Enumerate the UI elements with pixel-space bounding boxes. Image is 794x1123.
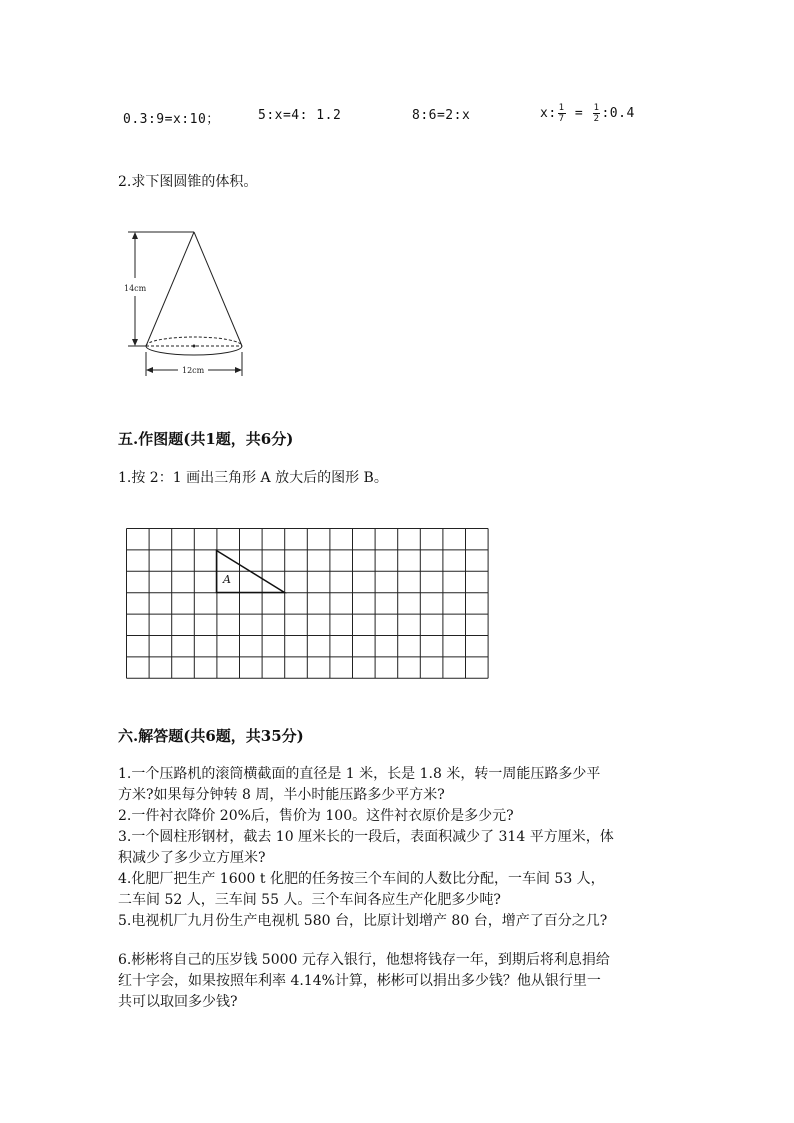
equation-3: 8:6=2:x: [412, 108, 471, 123]
arrowhead-up: [132, 232, 138, 239]
cone-right-side: [194, 232, 242, 346]
question-line: 方米?如果每分钟转 8 周，半小时能压路多少平方米?: [118, 787, 445, 803]
section-5-question-1: 1.按 2：1 画出三角形 A 放大后的图形 B。: [118, 470, 388, 486]
drawing-grid: [126, 528, 490, 680]
question-line: 4.化肥厂把生产 1600 t 化肥的任务按三个车间的人数比分配，一车间 53 人，: [118, 871, 605, 887]
arrowhead-right: [235, 367, 242, 373]
question-line: 积减少了多少立方厘米?: [118, 850, 266, 866]
section-6-heading: 六.解答题(共6题，共35分): [118, 727, 304, 745]
section-6-questions: [118, 764, 614, 932]
cone-figure: [118, 222, 258, 384]
fraction-numerator: 1: [593, 103, 600, 113]
cone-question: 2.求下图圆锥的体积。: [118, 174, 258, 190]
eq4-suffix: :0.4: [601, 106, 635, 121]
arrowhead-down: [132, 339, 138, 346]
fraction-denominator: 2: [593, 114, 600, 124]
grid-lines: [127, 529, 489, 679]
fraction-denominator: 7: [558, 114, 565, 124]
section-5-heading: 五.作图题(共1题，共6分): [118, 430, 294, 448]
cone-left-side: [146, 232, 194, 346]
question-line: 红十字会，如果按照年利率 4.14%计算，彬彬可以捐出多少钱？他从银行里一: [118, 973, 601, 989]
question-line: 3.一个圆柱形钢材，截去 10 厘米长的一段后，表面积减少了 314 平方厘米，体: [118, 829, 614, 845]
diameter-label: 12cm: [182, 366, 205, 375]
fraction-numerator: 1: [558, 103, 565, 113]
question-line: 5.电视机厂九月份生产电视机 580 台，比原计划增产 80 台，增产了百分之几?: [118, 913, 608, 929]
question-line: 共可以取回多少钱?: [118, 994, 238, 1010]
fraction-one-half: [593, 103, 601, 124]
question-line: 6.彬彬将自己的压岁钱 5000 元存入银行，他想将钱存一年，到期后将利息捐给: [118, 952, 610, 968]
eq4-prefix: x:: [540, 106, 557, 121]
question-line: 2.一件衬衣降价 20%后，售价为 100。这件衬衣原价是多少元?: [118, 808, 514, 824]
section-6-question-6: [118, 950, 610, 1013]
equation-2: 5:x=4: 1.2: [258, 108, 342, 123]
question-line: 1.一个压路机的滚筒横截面的直径是 1 米，长是 1.8 米，转一周能压路多少平: [118, 766, 601, 782]
triangle-a-label: A: [223, 573, 231, 586]
base-center-dot: [193, 345, 196, 348]
question-line: 二车间 52 人，三车间 55 人。三个车间各应生产化肥多少吨?: [118, 892, 501, 908]
arrowhead-left: [146, 367, 153, 373]
equation-1: 0.3:9=x:10；: [123, 112, 220, 127]
eq4-equals: =: [566, 106, 592, 121]
height-label: 14cm: [124, 284, 147, 293]
equation-4: [540, 103, 635, 124]
fraction-one-seventh: [558, 103, 566, 124]
